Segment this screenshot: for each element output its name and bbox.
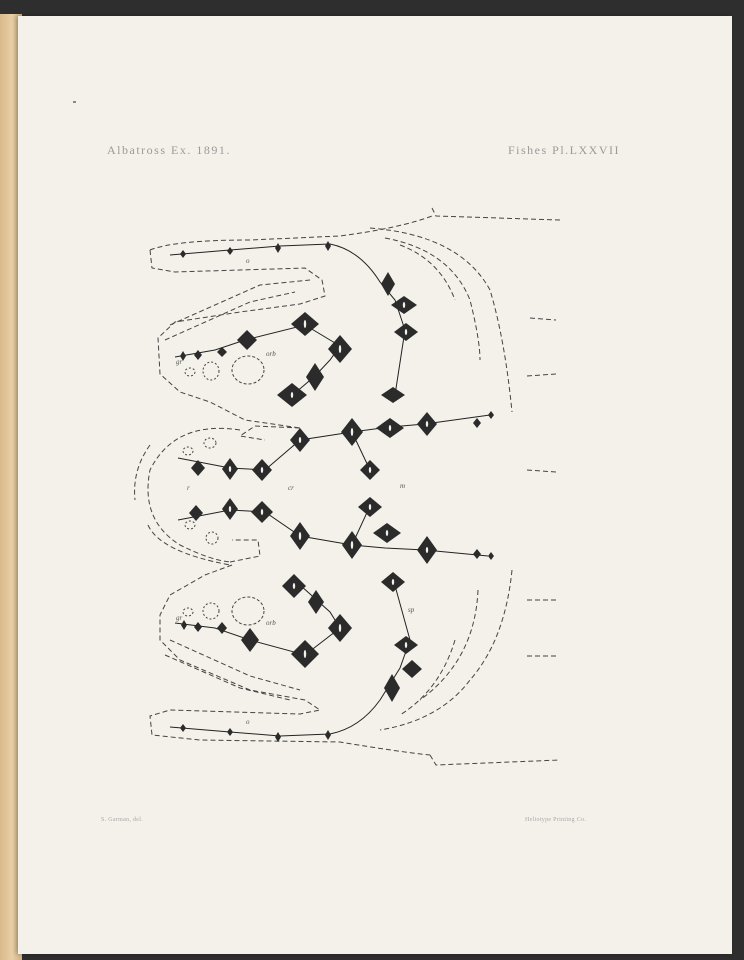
pore-circles <box>183 356 264 625</box>
label-o-top: o <box>246 257 250 265</box>
label-o-bottom: o <box>246 718 250 726</box>
label-cr: cr <box>288 484 294 492</box>
pore-openings <box>229 302 428 658</box>
plate-header-right: Fishes Pl.LXXVII <box>508 143 621 157</box>
plate-credit-left: S. Garman, del. <box>101 817 143 823</box>
label-gr-top: gr <box>176 358 183 366</box>
label-gr-bottom: gr <box>176 614 183 622</box>
lateral-line-canals <box>170 244 490 736</box>
label-r: r <box>187 484 190 492</box>
pore-diamonds <box>180 241 494 742</box>
label-m: m <box>400 482 406 490</box>
label-sp: sp <box>408 606 415 614</box>
label-orb-top: orb <box>266 350 276 358</box>
head-outlines <box>135 208 560 765</box>
plate-header-left: Albatross Ex. 1891. <box>107 143 231 157</box>
label-orb-bottom: orb <box>266 619 276 627</box>
plate-credit-right: Heliotype Printing Co. <box>525 817 587 823</box>
